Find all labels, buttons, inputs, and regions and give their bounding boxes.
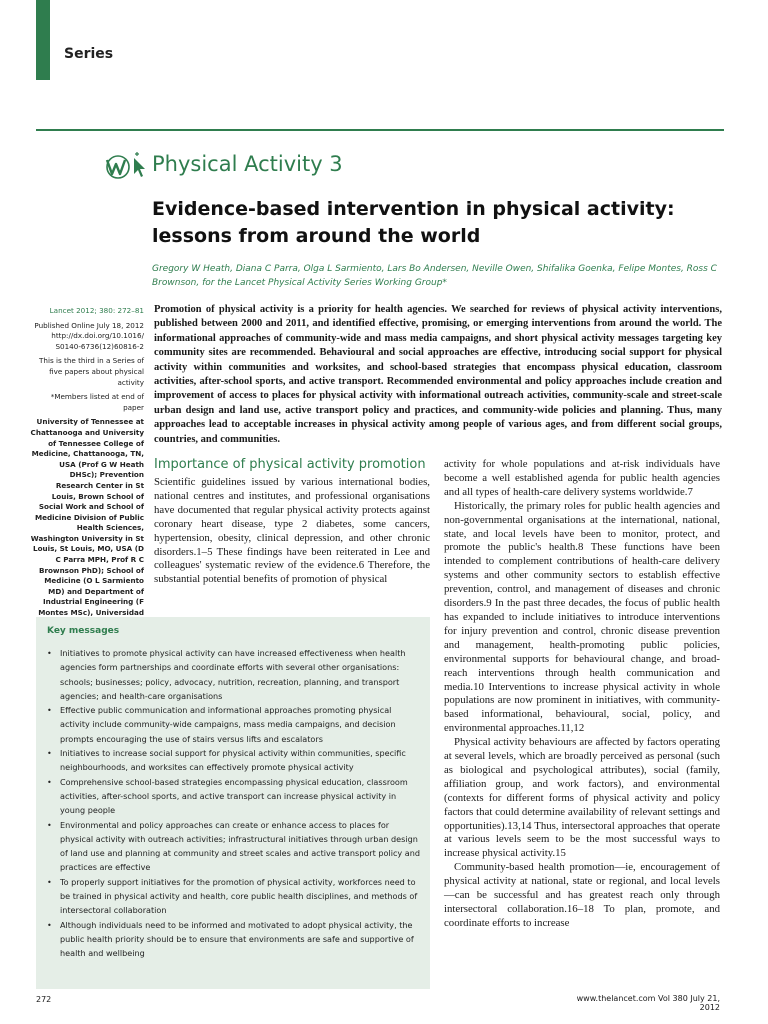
series-heading: Physical Activity 3: [152, 152, 343, 176]
abstract: Promotion of physical activity is a priority for health agencies. We searched for reviews of physical activity interventions, published between 2000 and 2011, and identified effective, promising, or emerging interventions from around the world. The informational approaches of community-wide and mass media campaigns, and short physical activity messages targeting key community sites are recommended. Behavioural and social approaches are effective, introducing social support for physical activity within communities and worksites, and school-based strategies that encompass physical education, classroom activities, after-school sports, and active transport. Recommended environmental and policy approaches include creation and improvement of access to places for physical activity with informational outreach activities, community-scale and street-scale urban design and land use, active transport policy and practices, and community-wide policies and planning. Thus, many approaches lead to acceptable increases in physical activity among people of various ages, and from different social groups, countries, and communities.: [154, 304, 722, 445]
open-access-logo-icon: [104, 150, 148, 182]
article-title: Evidence-based intervention in physical activity: lessons from around the world: [152, 198, 675, 247]
journal-footer: www.thelancet.com Vol 380 July 21, 2012: [576, 994, 720, 1012]
series-label: Series: [64, 46, 114, 62]
body-paragraph: Community-based health promotion—ie, encouragement of physical activity at national, state or regional, and local levels—can be successful and has greatest reach only through intersectoral collaboration.16–18 To plan, promote, and coordinate efforts to increase: [444, 861, 720, 929]
body-paragraph: Physical activity behaviours are affected by factors operating at several levels, which are broadly perceived as personal (such as biological and psychological attributes), social (family, affiliation group, and work factors), and environmental (contexts for different forms of physical activity and policy factors that could determine availability of relevant settings and opportunities).13,14 Thus, intersectoral approaches that operate at various levels seem to be the most successful ways to increase physical activity.15: [444, 736, 720, 860]
key-message-item: • Initiatives to increase social support for physical activity within communities, specific neighbourhoods, and worksites can effectively promote physical activity: [44, 746, 422, 775]
body-paragraph: Historically, the primary roles for public health agencies and non-governmental organisations at the international, national, state, and local levels have been to monitor, protect, and promote the public's health.8 These functions have been intended to complement contributions of health-care delivery systems and other community sectors to establish effective prevention, control, and management of diseases and chronic disorders.9 In the past three decades, the focus of public health has expanded to include initiatives to introduce interventions for injury prevention and control, chronic disease prevention and management, health-promoting public policies, environmental supports for behavioural change, and broad-reach interventions through health communication and media.10 Interventions to increase physical activity in whole populations are now prominent in initiatives, with community-based informational, behavioural, social, policy, and environmental approaches.11,12: [444, 499, 720, 735]
right-column: [444, 458, 720, 931]
author-list: Gregory W Heath, Diana C Parra, Olga L Sarmiento, Lars Bo Andersen, Neville Owen, Shifalika Goenka, Felipe Montes, Ross C Brownson, for the Lancet Physical Activity Series Working Group*: [152, 264, 717, 288]
key-message-item: • Comprehensive school-based strategies encompassing physical education, classroom activities, after-school sports, and active transport can increase physical activity in young people: [44, 775, 422, 818]
section-heading: Importance of physical activity promotion: [154, 457, 426, 472]
key-messages-list: [44, 646, 422, 961]
key-messages-title: Key messages: [47, 626, 120, 636]
published-online: Published Online July 18, 2012 http://dx.doi.org/10.1016/ S0140-6736(12)60816-2: [34, 320, 144, 351]
left-column: [154, 456, 430, 587]
sidebar: [30, 306, 144, 633]
key-message-item: • Although individuals need to be informed and motivated to adopt physical activity, the public health priority should be to ensure that environments are safe and supportive of health and wellbeing: [44, 918, 422, 961]
key-message-item: • Environmental and policy approaches can create or enhance access to places for physical activity with outreach activities; infrastructural initiatives through urban design of land use and planning at community and street scales and active transport policy and practices are effective: [44, 818, 422, 875]
header-rule: [36, 129, 724, 131]
key-message-item: • Effective public communication and informational approaches promoting physical activity include community-wide campaigns, mass media campaigns, and decision prompts encouraging the use of stairs versus lifts and escalators: [44, 703, 422, 746]
key-message-item: • Initiatives to promote physical activity can have increased effectiveness when health agencies form partnerships and coordinate efforts with several other organisations: schools; businesses; policy, advocacy, nutrition, recreation, planning, and transport agencies; and health-care organisations: [44, 646, 422, 703]
page-number: 272: [36, 995, 52, 1004]
series-note: This is the third in a Series of five papers about physical activity: [39, 356, 144, 387]
citation: Lancet 2012; 380: 272–81: [49, 306, 144, 315]
body-paragraph: Scientific guidelines issued by various international bodies, national centres and institutes, and professional organisations have documented that regular physical activity protects against coronary heart disease, type 2 diabetes, some cancers, hypertension, obesity, clinical depression, and other chronic disorders.1–5 These findings have been reiterated in Lee and colleagues' systematic review of the evidence.6 Therefore, the substantial potential benefits of promotion of physical: [154, 476, 430, 586]
key-message-item: • To properly support initiatives for the promotion of physical activity, workforces need to be trained in physical activity and health, core public health disciplines, and methods of intersectoral collaboration: [44, 875, 422, 918]
affiliations: University of Tennessee at Chattanooga and University of Tennessee College of Medicine, Chattanooga, TN, USA (Prof G W Heath DHSc); Prevention Research Center in St Louis, Brown School of Social Work and School of Medicine Division of Public Health Sciences, Washington University in St Louis, St Louis, MO, USA (D C Parra MPH, Prof R C Brownson PhD); School of Medicine (O L Sarmiento MD) and Department of Industrial Engineering (F Montes MSc), Universidad: [30, 417, 144, 618]
members-note: *Members listed at end of paper: [50, 392, 144, 412]
series-color-bar: [36, 0, 50, 80]
body-paragraph: activity for whole populations and at-risk individuals have become a well established agenda for public health agencies and all types of health-care delivery systems worldwide.7: [444, 458, 720, 498]
